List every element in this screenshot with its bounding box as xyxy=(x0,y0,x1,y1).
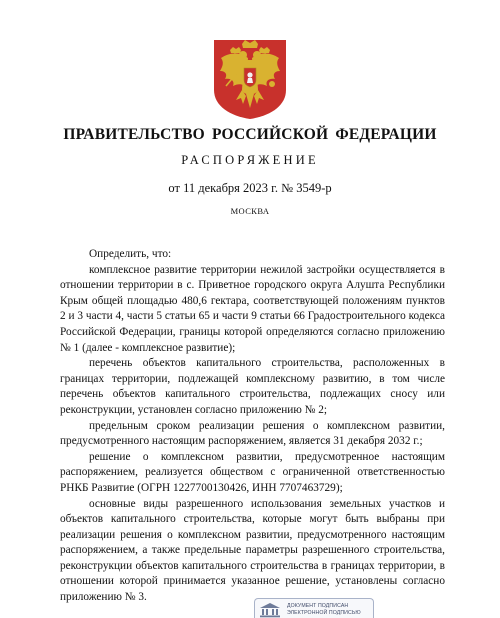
document-date-number: от 11 декабря 2023 г. № 3549-р xyxy=(168,181,332,195)
esign-caption xyxy=(287,603,361,616)
document-lead: Определить, что: xyxy=(89,248,172,260)
document-type: РАСПОРЯЖЕНИЕ xyxy=(181,153,319,167)
document-body xyxy=(60,247,445,606)
e-signature-building-icon xyxy=(259,602,281,618)
document-paragraph: решение о комплексном развитии, предусмотренное настоящим распоряжением, реализуется обществом с ограниченной ответственностью РНКБ Развитие (ОГРН 1227700130426, ИНН 7707463729); xyxy=(60,450,445,494)
esign-line-1: ДОКУМЕНТ ПОДПИСАН xyxy=(287,603,349,610)
document-paragraph: перечень объектов капитального строительства, расположенных в границах территории, подлежащей комплексному развитию, в том числе перечень объектов капитального строительства, подлежащих сносу или реконструкции, установлен согласно приложению № 2; xyxy=(60,357,445,416)
electronic-signature-stamp xyxy=(254,598,374,618)
esign-line-2: ЭЛЕКТРОННОЙ ПОДПИСЬЮ xyxy=(287,609,361,616)
document-paragraph: комплексное развитие территории нежилой застройки осуществляется в отношении территории в с. Приветное городского округа Алушта Республики Крым общей площадью 480,6 гектара, соответствующей положениям пунктов 2 и 3 части 4, части 5 статьи 65 и части 9 статьи 66 Градостроительного кодекса Российской Федерации, границы которой определяются согласно приложению № 1 (далее - комплексное развитие); xyxy=(60,263,445,354)
document-paragraph: предельным сроком реализации решения о комплексном развитии, предусмотренного настоящим распоряжением, является 31 декабря 2032 г.; xyxy=(60,419,445,448)
document-paragraph: основные виды разрешенного использования земельных участков и объектов капитального строительства, которые могут быть выбраны при реализации решения о комплексном развитии, предусмотренного настоящим распоряжением, а также предельные параметры разрешенного строительства, реконструкции объектов капитального строительства в границах территории, в отношении которой принимается указанное решение, установлены согласно приложению № 3. xyxy=(60,497,445,604)
russian-coat-of-arms-icon xyxy=(212,38,288,120)
document-city: МОСКВА xyxy=(230,206,270,216)
government-title: ПРАВИТЕЛЬСТВО РОССИЙСКОЙ ФЕДЕРАЦИИ xyxy=(63,126,437,143)
